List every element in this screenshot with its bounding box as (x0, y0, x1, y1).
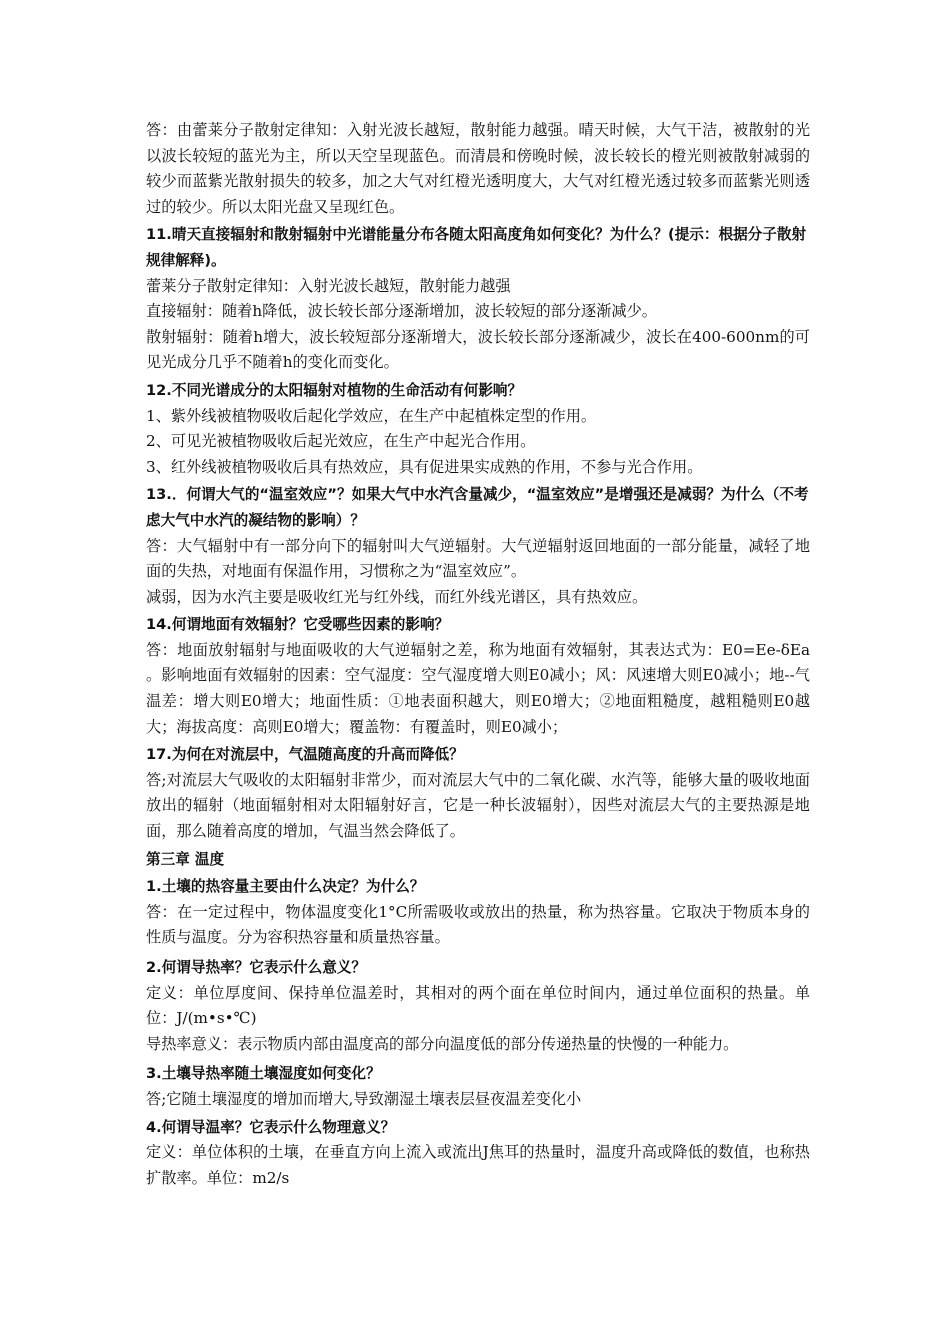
answer-14-paragraph: 答：地面放射辐射与地面吸收的大气逆辐射之差，称为地面有效辐射，其表达式为：E0=Ee-δEa 。影响地面有效辐射的因素：空气湿度：空气湿度增大则E0减小；风：风速增大则E0减小；地--气温差：增大则E0增大；地面性质：①地表面积越大，则E0增大；②地面粗糙度，越粗糙则E0越大；海拔高度：高则E0增大；覆盖物：有覆盖时，则E0减小； (146, 640, 810, 736)
ch3-question-1-heading: 1.土壤的热容量主要由什么决定？为什么？ (146, 878, 425, 896)
answer-17-paragraph: 答;对流层大气吸收的太阳辐射非常少，而对流层大气中的二氧化碳、水汽等，能够大量的吸收地面放出的辐射（地面辐射相对太阳辐射好言，它是一种长波辐射），因些对流层大气的主要热源是地面，那么随着高度的增加，气温当然会降低了。 (146, 770, 810, 841)
ch3-question-3-heading: 3.土壤导热率随土壤湿度如何变化？ (146, 1065, 381, 1083)
ch3-answer-3-paragraph: 答;它随土壤湿度的增加而增大,导致潮湿土壤表层昼夜温差变化小 (146, 1089, 582, 1108)
ch3-answer-4-paragraph: 定义：单位体积的土壤，在垂直方向上流入或流出J焦耳的热量时，温度升高或降低的数值，也称热扩散率。单位：m2/s (146, 1143, 810, 1187)
chapter-3-heading: 第三章 温度 (146, 850, 225, 868)
answer-10-paragraph: 答：由蕾莱分子散射定律知：入射光波长越短，散射能力越强。晴天时候，大气干洁，被散射的光以波长较短的蓝光为主，所以天空呈现蓝色。而清晨和傍晚时候，波长较长的橙光则被散射减弱的较少而蓝紫光散射损失的较多，加之大气对红橙光透明度大，大气对红橙光透过较多而蓝紫光则透过的较少。所以太阳光盘又呈现红色。 (146, 121, 810, 216)
answer-13-line-1: 答：大气辐射中有一部分向下的辐射叫大气逆辐射。大气逆辐射返回地面的一部分能量，减轻了地面的失热，对地面有保温作用，习惯称之为“温室效应”。 (146, 536, 810, 581)
ch3-answer-2-line-2: 导热率意义：表示物质内部由温度高的部分向温度低的部分传递热量的快慢的一种能力。 (146, 1034, 739, 1053)
ch3-question-4-heading: 4.何谓导温率？它表示什么物理意义？ (146, 1118, 396, 1136)
answer-13-line-2: 减弱，因为水汽主要是吸收红光与红外线，而红外线光谱区，具有热效应。 (146, 587, 648, 606)
question-13-heading: 13.．何谓大气的“温室效应”？如果大气中水汽含量减少，“温室效应”是增强还是减弱？为什么（不考虑大气中水汽的凝结物的影响）？ (146, 486, 809, 529)
question-14-heading: 14.何谓地面有效辐射？它受哪些因素的影响？ (146, 616, 450, 634)
question-11-heading: 11.晴天直接辐射和散射辐射中光谱能量分布各随太阳高度角如何变化？为什么？(提示：根据分子散射规律解释)。 (146, 226, 807, 269)
ch3-question-2-heading: 2.何谓导热率？它表示什么意义？ (146, 959, 367, 976)
ch3-answer-1-paragraph: 答：在一定过程中，物体温度变化1°C所需吸收或放出的热量，称为热容量。它取决于物质本身的性质与温度。分为容积热容量和质量热容量。 (146, 902, 810, 947)
answer-11-line-2: 直接辐射：随着h降低，波长较长部分逐渐增加，波长较短的部分逐渐减少。 (146, 302, 657, 321)
question-12-heading: 12.不同光谱成分的太阳辐射对植物的生命活动有何影响？ (146, 381, 523, 399)
answer-12-line-3: 3、红外线被植物吸收后具有热效应，具有促进果实成熟的作用，不参与光合作用。 (146, 457, 703, 476)
document-page (146, 118, 810, 1191)
answer-12-line-2: 2、可见光被植物吸收后起光效应，在生产中起光合作用。 (146, 432, 536, 451)
question-17-heading: 17.为何在对流层中，气温随高度的升高而降低？ (146, 746, 464, 764)
answer-11-line-1: 蕾莱分子散射定律知：入射光波长越短，散射能力越强 (146, 276, 511, 295)
ch3-answer-2-line-1: 定义：单位厚度间、保持单位温差时，其相对的两个面在单位时间内，通过单位面积的热量。单位：J/(m•s•℃) (146, 983, 810, 1028)
answer-11-line-3: 散射辐射：随着h增大，波长较短部分逐渐增大，波长较长部分逐渐减少，波长在400-600nm的可见光成分几乎不随着h的变化而变化。 (146, 327, 810, 372)
answer-12-line-1: 1、紫外线被植物吸收后起化学效应，在生产中起植株定型的作用。 (146, 406, 597, 425)
